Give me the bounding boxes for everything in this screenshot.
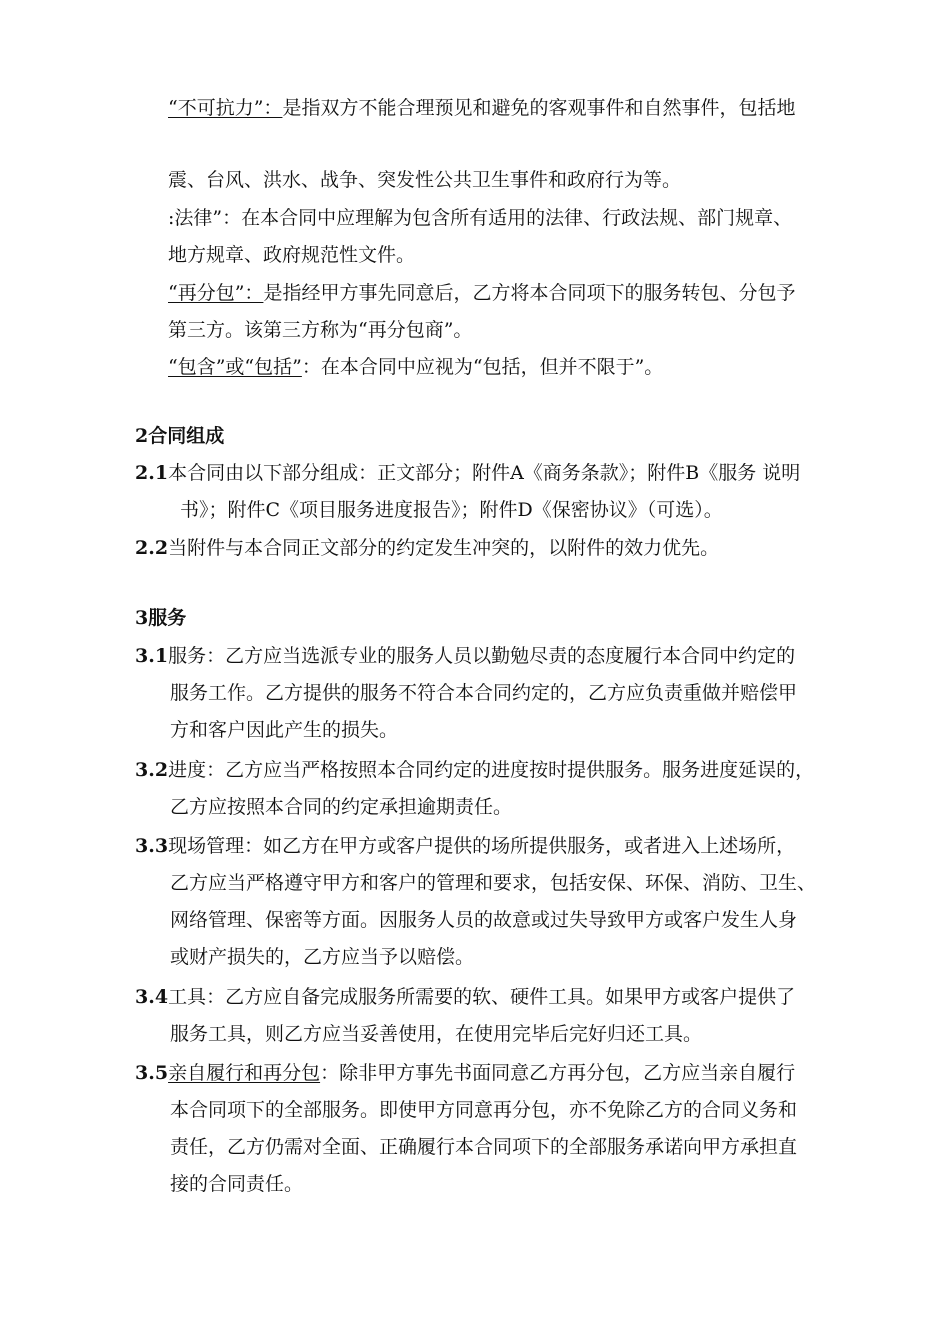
clause-3-2-text-1: 进度：乙方应当严格按照本合同约定的进度按时提供服务。服务进度延误的， <box>168 759 815 781</box>
clause-3-4-text-1: 工具：乙方应自备完成服务所需要的软、硬件工具。如果甲方或客户提供了 <box>168 986 796 1008</box>
section-2-heading: 2合同组成 <box>135 425 225 447</box>
clause-3-5-number: 3.5 <box>135 1062 169 1084</box>
subcontract-line-2: 第三方。该第三方称为“再分包商”。 <box>168 319 473 341</box>
force-majeure-term: “不可抗力”： <box>168 97 283 119</box>
force-majeure-line-2: 震、台风、洪水、战争、突发性公共卫生事件和政府行为等。 <box>168 169 682 191</box>
clause-3-2-line-1 <box>135 758 814 782</box>
clause-3-3-line-1 <box>135 834 795 858</box>
clause-3-3-line-3: 网络管理、保密等方面。因服务人员的故意或过失导致甲方或客户发生人身 <box>170 909 798 931</box>
clause-2-1-number: 2.1 <box>135 462 169 484</box>
subcontract-line-1 <box>168 281 795 305</box>
include-text-1: ：在本合同中应视为“包括，但并不限于”。 <box>301 356 664 378</box>
clause-3-4-line-2: 服务工具，则乙方应当妥善使用，在使用完毕后完好归还工具。 <box>170 1023 703 1045</box>
clause-3-1-line-1 <box>135 644 795 668</box>
clause-2-2-text-1: 当附件与本合同正文部分的约定发生冲突的，以附件的效力优先。 <box>168 537 720 559</box>
clause-3-4-number: 3.4 <box>135 986 169 1008</box>
section-3-heading: 3服务 <box>135 607 187 629</box>
clause-3-3-line-4: 或财产损失的，乙方应当予以赔偿。 <box>170 946 475 968</box>
subcontract-text-1: 是指经甲方事先同意后，乙方将本合同项下的服务转包、分包予 <box>263 282 796 304</box>
clause-3-5-text-1: ：除非甲方事先书面同意乙方再分包，乙方应当亲自履行 <box>320 1062 796 1084</box>
subcontract-term: “再分包”： <box>168 282 264 304</box>
clause-3-1-number: 3.1 <box>135 645 169 667</box>
force-majeure-text-1: 是指双方不能合理预见和避免的客观事件和自然事件，包括地 <box>282 97 796 119</box>
clause-2-2-number: 2.2 <box>135 537 169 559</box>
clause-3-1-line-2: 服务工作。乙方提供的服务不符合本合同约定的，乙方应负责重做并赔偿甲 <box>170 682 798 704</box>
clause-2-1-line-1 <box>135 461 800 485</box>
clause-2-2-line-1 <box>135 536 719 560</box>
clause-3-3-text-1: 现场管理：如乙方在甲方或客户提供的场所提供服务，或者进入上述场所， <box>168 835 796 857</box>
clause-2-1-line-2: 书》；附件C《项目服务进度报告》；附件D《保密协议》（可选）。 <box>180 499 723 521</box>
clause-3-1-line-3: 方和客户因此产生的损失。 <box>170 719 399 741</box>
include-term: “包含”或“包括” <box>168 356 302 378</box>
clause-3-2-number: 3.2 <box>135 759 169 781</box>
clause-3-3-line-2: 乙方应当严格遵守甲方和客户的管理和要求，包括安保、环保、消防、卫生、 <box>170 872 817 894</box>
clause-3-4-line-1 <box>135 985 795 1009</box>
clause-2-1-text-1: 本合同由以下部分组成：正文部分；附件A《商务条款》；附件B《服务 说明 <box>168 462 801 484</box>
law-line-1: :法律”：在本合同中应理解为包含所有适用的法律、行政法规、部门规章、 <box>168 207 793 229</box>
force-majeure-line-1 <box>168 96 795 120</box>
include-line-1 <box>168 355 663 379</box>
clause-3-5-term: 亲自履行和再分包 <box>168 1062 321 1084</box>
clause-3-5-line-3: 责任，乙方仍需对全面、正确履行本合同项下的全部服务承诺向甲方承担直 <box>170 1136 798 1158</box>
clause-3-5-line-2: 本合同项下的全部服务。即使甲方同意再分包，亦不免除乙方的合同义务和 <box>170 1099 798 1121</box>
clause-3-2-line-2: 乙方应按照本合同的约定承担逾期责任。 <box>170 796 513 818</box>
clause-3-5-line-1 <box>135 1061 795 1085</box>
law-line-2: 地方规章、政府规范性文件。 <box>168 244 416 266</box>
clause-3-1-text-1: 服务：乙方应当选派专业的服务人员以勤勉尽责的态度履行本合同中约定的 <box>168 645 796 667</box>
clause-3-3-number: 3.3 <box>135 835 169 857</box>
clause-3-5-line-4: 接的合同责任。 <box>170 1173 304 1195</box>
